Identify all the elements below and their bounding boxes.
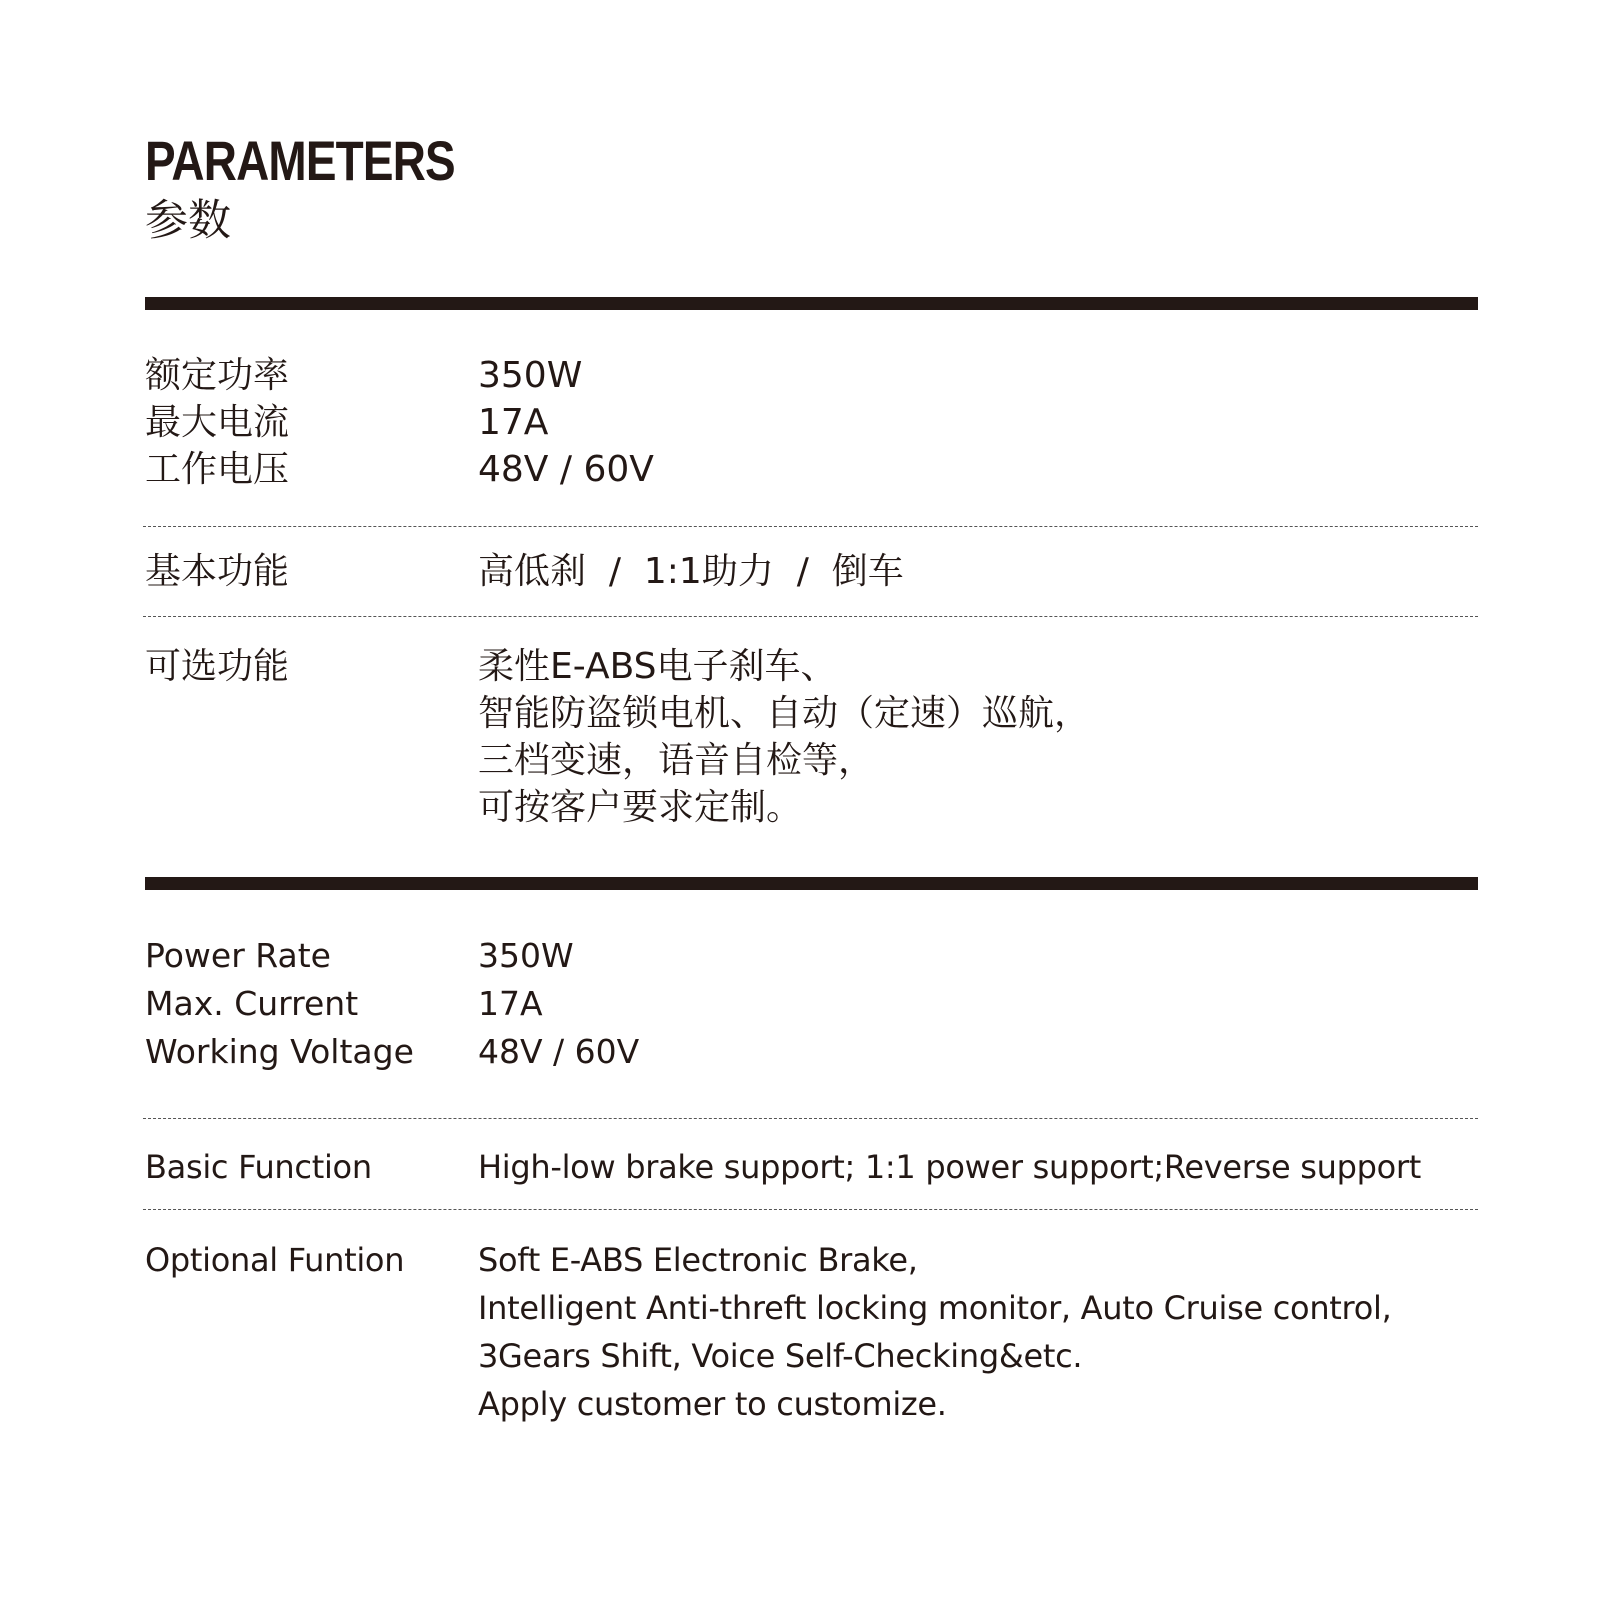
spec-label: 工作电压 (145, 449, 290, 490)
spec-row-current (145, 399, 1478, 446)
spec-value: 17A (478, 402, 549, 443)
dashed-divider (143, 526, 1478, 527)
spec-value-line: 可按客户要求定制。 (478, 787, 803, 828)
spec-row-basic (145, 548, 1478, 595)
spec-value-line: Soft E-ABS Electronic Brake, (478, 1241, 918, 1279)
en-basic-function (145, 1143, 1478, 1191)
spec-row-power (145, 352, 1478, 399)
spec-value-line: 智能防盗锁电机、自动（定速）巡航， (478, 693, 1091, 734)
spec-label: Power Rate (145, 936, 331, 975)
dashed-divider (143, 1209, 1478, 1210)
spec-row-power (145, 932, 1478, 980)
spec-value-multiline (478, 643, 1478, 831)
en-spec-group (145, 932, 1478, 1076)
spec-value: 48V / 60V (478, 449, 654, 490)
spec-value: 350W (478, 936, 574, 975)
spec-value-line: Intelligent Anti-threft locking monitor, Auto Cruise control, (478, 1289, 1392, 1327)
spec-row-basic (145, 1143, 1478, 1191)
cn-optional-function (145, 643, 1478, 831)
spec-label: Working Voltage (145, 1032, 414, 1071)
spec-label: 基本功能 (145, 551, 290, 592)
en-optional-function (145, 1236, 1478, 1428)
page-title: PARAMETERS (145, 129, 455, 192)
section-divider-top (145, 297, 1478, 310)
spec-label: 最大电流 (145, 402, 290, 443)
spec-value: 48V / 60V (478, 1032, 640, 1071)
section-divider-middle (145, 877, 1478, 890)
spec-value: 17A (478, 984, 543, 1023)
spec-row-voltage (145, 1028, 1478, 1076)
cn-spec-group (145, 352, 1478, 493)
spec-row-optional (145, 1236, 1478, 1428)
dashed-divider (143, 1118, 1478, 1119)
spec-label: Max. Current (145, 984, 359, 1023)
cn-basic-function (145, 548, 1478, 595)
spec-value: 高低刹 / 1:1助力 / 倒车 (478, 551, 904, 592)
spec-value: High-low brake support; 1:1 power support;Reverse support (478, 1148, 1421, 1186)
spec-value-line: Apply customer to customize. (478, 1385, 947, 1423)
spec-value-line: 柔性E-ABS电子刹车、 (478, 646, 837, 687)
spec-label: 可选功能 (145, 646, 290, 687)
spec-value: 350W (478, 355, 583, 396)
dashed-divider (143, 616, 1478, 617)
page-subtitle: 参数 (145, 196, 231, 246)
spec-row-optional (145, 643, 1478, 831)
spec-value-line: 三档变速，语音自检等， (478, 740, 875, 781)
spec-value-multiline (478, 1236, 1478, 1428)
spec-label: Basic Function (145, 1148, 372, 1186)
spec-row-voltage (145, 446, 1478, 493)
spec-label: 额定功率 (145, 355, 290, 396)
spec-row-current (145, 980, 1478, 1028)
spec-label: Optional Funtion (145, 1241, 405, 1279)
spec-value-line: 3Gears Shift, Voice Self-Checking&etc. (478, 1337, 1083, 1375)
